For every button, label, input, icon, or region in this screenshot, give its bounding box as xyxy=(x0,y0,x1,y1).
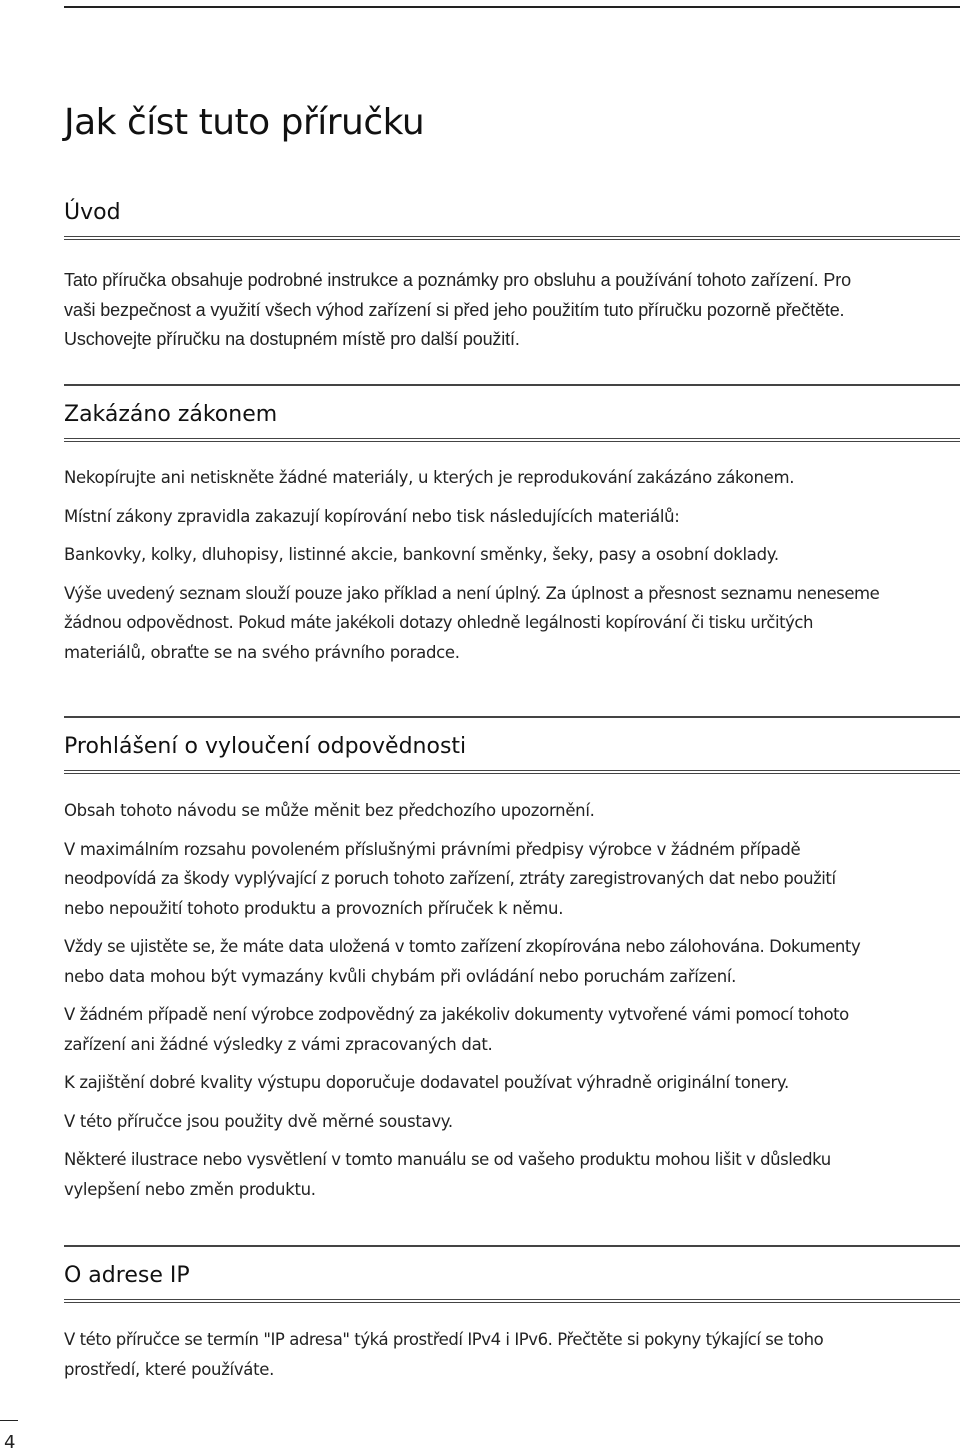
uvod-line-1: Tato příručka obsahuje podrobné instrukce a poznámky pro obsluhu a používání tohoto zařízení. Pro xyxy=(64,270,851,290)
prohlaseni-line-3: neodpovídá za škody vyplývající z poruch tohoto zařízení, ztráty zaregistrovaných dat nebo použití xyxy=(64,869,836,888)
uvod-line-2: vaši bezpečnost a využití všech výhod zařízení si před jeho použitím tuto příručku pozorně přečtěte. xyxy=(64,299,845,320)
section-heading-adresa-ip: O adrese IP xyxy=(64,1263,190,1288)
zakazano-line-5: žádnou odpovědnost. Pokud máte jakékoli dotazy ohledně legálnosti kopírování či tisku určitých xyxy=(64,613,814,632)
page-number-rule xyxy=(0,1420,18,1421)
zakazano-line-1: Nekopírujte ani netiskněte žádné materiály, u kterých je reprodukování zakázáno zákonem. xyxy=(64,468,795,487)
section-adresa-ip xyxy=(64,1245,960,1384)
section-top-rule xyxy=(64,1245,960,1247)
section-heading-zakazano: Zakázáno zákonem xyxy=(64,402,278,427)
section-top-rule xyxy=(64,716,960,718)
prohlaseni-line-11: Některé ilustrace nebo vysvětlení v tomto manuálu se od vašeho produktu mohou lišit v důsledku xyxy=(64,1150,831,1169)
zakazano-line-4: Výše uvedený seznam slouží pouze jako příklad a není úplný. Za úplnost a přesnost seznamu neneseme xyxy=(64,583,880,603)
uvod-line-3: Uschovejte příručku na dostupném místě pro další použití. xyxy=(64,329,520,349)
section-heading-prohlaseni: Prohlášení o vyloučení odpovědnosti xyxy=(64,734,467,759)
section-heading-uvod: Úvod xyxy=(64,200,121,225)
adresa-ip-line-1: V této příručce se termín "IP adresa" týká prostředí IPv4 i IPv6. Přečtěte si pokyny týkající se toho xyxy=(64,1330,824,1349)
prohlaseni-line-9: K zajištění dobré kvality výstupu doporučuje dodavatel používat výhradně originální tonery. xyxy=(64,1073,789,1092)
section-prohlaseni xyxy=(64,716,960,1204)
prohlaseni-line-2: V maximálním rozsahu povoleném příslušnými právními předpisy výrobce v žádném případě xyxy=(64,839,801,859)
section-uvod xyxy=(64,196,960,355)
prohlaseni-line-8: zařízení ani žádné výsledky z vámi zpracovaných dat. xyxy=(64,1034,493,1054)
prohlaseni-line-7: V žádném případě není výrobce zodpovědný za jakékoliv dokumenty vytvořené vámi pomocí tohoto xyxy=(64,1005,849,1024)
prohlaseni-line-1: Obsah tohoto návodu se může měnit bez předchozího upozornění. xyxy=(64,801,595,820)
prohlaseni-line-10: V této příručce jsou použity dvě měrné soustavy. xyxy=(64,1111,453,1131)
section-zakazano xyxy=(64,384,960,667)
zakazano-line-3: Bankovky, kolky, dluhopisy, listinné akcie, bankovní směnky, šeky, pasy a osobní doklady. xyxy=(64,545,779,564)
page-title: Jak číst tuto příručku xyxy=(64,102,425,143)
adresa-ip-line-2: prostředí, které používáte. xyxy=(64,1359,275,1379)
page-number: 4 xyxy=(4,1432,16,1453)
zakazano-line-2: Místní zákony zpravidla zakazují kopírování nebo tisk následujících materiálů: xyxy=(64,506,680,526)
prohlaseni-line-4: nebo nepoužití tohoto produktu a provozních příruček k němu. xyxy=(64,898,564,918)
section-top-rule xyxy=(64,384,960,386)
prohlaseni-line-12: vylepšení nebo změn produktu. xyxy=(64,1179,316,1199)
top-rule xyxy=(64,6,960,8)
zakazano-line-6: materiálů, obraťte se na svého právního poradce. xyxy=(64,642,460,662)
prohlaseni-line-5: Vždy se ujistěte se, že máte data uložená v tomto zařízení zkopírována nebo zálohována. Dokumenty xyxy=(64,937,861,956)
prohlaseni-line-6: nebo data mohou být vymazány kvůli chybám při ovládání nebo poruchám zařízení. xyxy=(64,966,737,986)
